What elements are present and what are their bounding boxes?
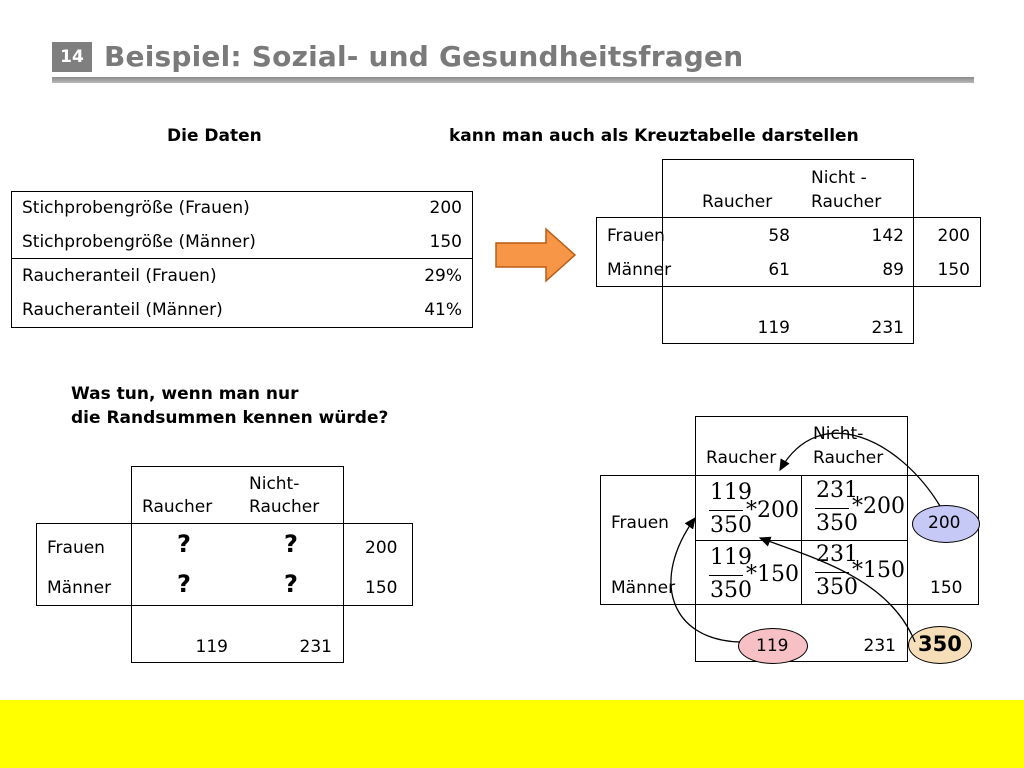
col-header-raucher-2: Raucher bbox=[813, 448, 884, 468]
formula-numerator: 119 bbox=[710, 480, 752, 505]
formula-denominator: 350 bbox=[816, 511, 858, 536]
question-table-line bbox=[36, 523, 413, 524]
col-total: 119 bbox=[757, 318, 790, 338]
data-row-value: 41% bbox=[424, 300, 462, 320]
slide-title: Beispiel: Sozial- und Gesundheitsfragen bbox=[104, 40, 744, 73]
unknown-cell: ? bbox=[284, 530, 298, 558]
col-total: 231 bbox=[299, 637, 332, 657]
formula-factor: *200 bbox=[852, 494, 905, 519]
grand-total: 350 bbox=[918, 632, 962, 656]
crosstab-line bbox=[596, 286, 981, 287]
data-row-value: 200 bbox=[429, 198, 462, 218]
footer-band bbox=[0, 700, 1024, 768]
question-line-1: Was tun, wenn man nur bbox=[71, 384, 299, 404]
formula-factor: *200 bbox=[746, 498, 799, 523]
formula-factor: *150 bbox=[852, 558, 905, 583]
data-row-value: 150 bbox=[429, 232, 462, 252]
question-line-2: die Randsummen kennen würde? bbox=[71, 408, 389, 428]
row-label-frauen: Frauen bbox=[607, 226, 665, 246]
crosstab-line bbox=[596, 217, 981, 218]
data-heading: Die Daten bbox=[167, 126, 262, 146]
col-header-raucher-2: Raucher bbox=[811, 192, 882, 212]
row-total: 200 bbox=[365, 538, 398, 558]
data-row-value: 29% bbox=[424, 266, 462, 286]
col-header-raucher: Raucher bbox=[702, 192, 773, 212]
data-row-label: Raucheranteil (Männer) bbox=[22, 300, 223, 320]
crosstab-line bbox=[596, 217, 597, 287]
data-row-label: Stichprobengröße (Männer) bbox=[22, 232, 256, 252]
question-table-line bbox=[131, 466, 132, 663]
crosstab-line bbox=[662, 159, 914, 160]
row-label-maenner: Männer bbox=[611, 578, 676, 598]
row-total: 200 bbox=[937, 226, 970, 246]
row-total: 150 bbox=[365, 578, 398, 598]
formula-factor: *150 bbox=[746, 562, 799, 587]
connector-arrows bbox=[600, 410, 980, 670]
row-total: 150 bbox=[930, 578, 963, 598]
question-table-line bbox=[343, 466, 344, 663]
data-row-label: Raucheranteil (Frauen) bbox=[22, 266, 217, 286]
cell: 58 bbox=[768, 226, 790, 246]
crosstab-line bbox=[980, 217, 981, 287]
row-total: 200 bbox=[928, 513, 961, 533]
unknown-cell: ? bbox=[284, 570, 298, 598]
cell: 61 bbox=[768, 260, 790, 280]
question-table-line bbox=[131, 466, 344, 467]
formula-denominator: 350 bbox=[816, 575, 858, 600]
formula-denominator: 350 bbox=[710, 513, 752, 538]
question-table-line bbox=[36, 605, 413, 606]
question-table-line bbox=[36, 523, 37, 606]
cell: 142 bbox=[871, 226, 904, 246]
data-table-divider bbox=[11, 258, 473, 259]
unknown-cell: ? bbox=[177, 570, 191, 598]
col-header-nicht: Nicht - bbox=[811, 168, 867, 188]
crosstab-heading: kann man auch als Kreuztabelle darstellen bbox=[449, 126, 859, 146]
row-label-frauen: Frauen bbox=[47, 538, 105, 558]
col-total: 231 bbox=[863, 636, 896, 656]
row-label-maenner: Männer bbox=[607, 260, 672, 280]
row-label-maenner: Männer bbox=[47, 578, 112, 598]
unknown-cell: ? bbox=[177, 530, 191, 558]
title-underline bbox=[52, 77, 974, 83]
col-total: 119 bbox=[756, 636, 789, 656]
col-total: 231 bbox=[871, 318, 904, 338]
right-arrow-icon bbox=[494, 226, 578, 284]
formula-numerator: 231 bbox=[816, 542, 858, 567]
col-header-raucher: Raucher bbox=[142, 497, 213, 517]
formula-numerator: 231 bbox=[816, 478, 858, 503]
question-table-line bbox=[412, 523, 413, 606]
question-table-line bbox=[131, 662, 344, 663]
formula-numerator: 119 bbox=[710, 545, 752, 570]
data-row-label: Stichprobengröße (Frauen) bbox=[22, 198, 250, 218]
row-total: 150 bbox=[937, 260, 970, 280]
crosstab-line bbox=[662, 159, 663, 344]
col-header-raucher: Raucher bbox=[706, 448, 777, 468]
slide-number: 14 bbox=[52, 42, 92, 72]
crosstab-line bbox=[913, 159, 914, 344]
row-label-frauen: Frauen bbox=[611, 513, 669, 533]
crosstab-line bbox=[662, 343, 914, 344]
cell: 89 bbox=[882, 260, 904, 280]
col-header-raucher-2: Raucher bbox=[249, 497, 320, 517]
col-header-nicht: Nicht- bbox=[813, 424, 864, 444]
col-header-nicht: Nicht- bbox=[249, 474, 300, 494]
formula-denominator: 350 bbox=[710, 578, 752, 603]
col-total: 119 bbox=[195, 637, 228, 657]
